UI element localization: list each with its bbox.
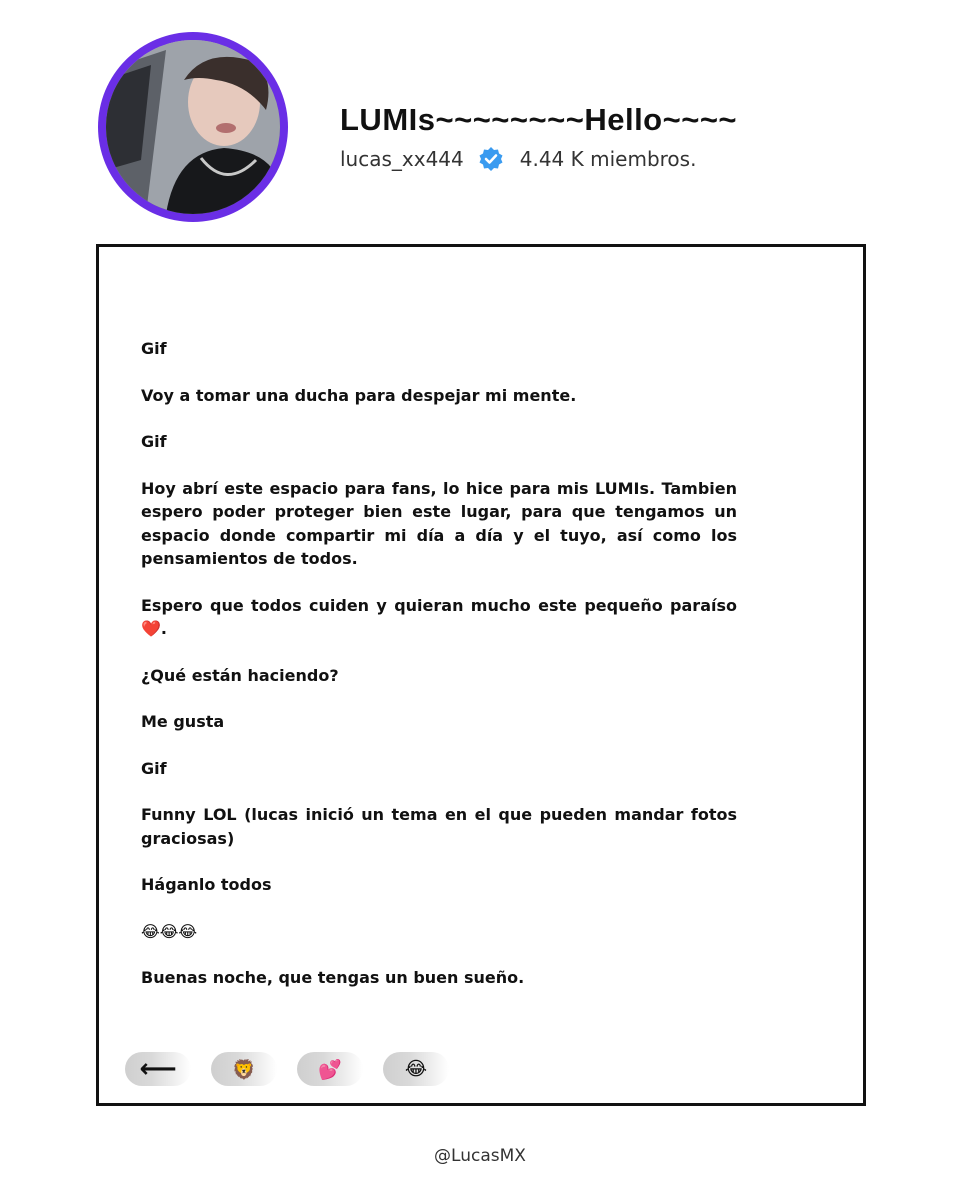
message-item: 😂😂😂 — [141, 921, 198, 941]
message-item: Gif — [141, 339, 167, 358]
avatar-photo — [106, 40, 280, 214]
message-item: Háganlo todos — [141, 875, 272, 894]
message-item: Me gusta — [141, 712, 225, 731]
verified-badge-icon — [478, 146, 504, 172]
hearts-icon: 💕 — [318, 1058, 342, 1081]
lion-reaction-button[interactable] — [211, 1052, 277, 1086]
username[interactable]: lucas_xx444 — [340, 147, 464, 171]
profile-avatar[interactable] — [98, 32, 288, 222]
message-item: Gif — [141, 758, 167, 778]
profile-meta — [340, 144, 696, 174]
message-item: Funny LOL (lucas inició un tema en el que pueden mandar fotos graciosas) — [141, 805, 737, 848]
hearts-reaction-button[interactable] — [297, 1052, 363, 1086]
message-item: Voy a tomar una ducha para despejar mi mente. — [141, 385, 577, 405]
message-item: Gif — [141, 432, 167, 451]
back-button[interactable] — [125, 1052, 191, 1086]
chat-panel — [96, 244, 866, 1106]
lion-icon: 🦁 — [232, 1058, 256, 1081]
laugh-reaction-button[interactable] — [383, 1052, 449, 1086]
message-list — [141, 337, 737, 1013]
message-item: Espero que todos cuiden y quieran mucho este pequeño paraíso ❤️. — [141, 595, 737, 638]
page-title: LUMIs~~~~~~~~Hello~~~~ — [340, 102, 738, 137]
message-item: Buenas noche, que tengas un buen sueño. — [141, 968, 525, 987]
member-count: 4.44 K miembros. — [519, 147, 697, 171]
message-item: Hoy abrí este espacio para fans, lo hice para mis LUMIs. Tambien espero poder proteger bien este lugar, para que tengamos un espacio donde compartir mi día a día y el tuyo, así como los pensamientos de todos. — [141, 478, 737, 568]
reaction-bar — [125, 1052, 449, 1086]
laughing-face-icon: 😂 — [404, 1058, 428, 1080]
message-item: ¿Qué están haciendo? — [141, 665, 339, 685]
footer-handle: @LucasMX — [434, 1146, 526, 1166]
back-arrow-icon: ⟵ — [139, 1054, 177, 1084]
